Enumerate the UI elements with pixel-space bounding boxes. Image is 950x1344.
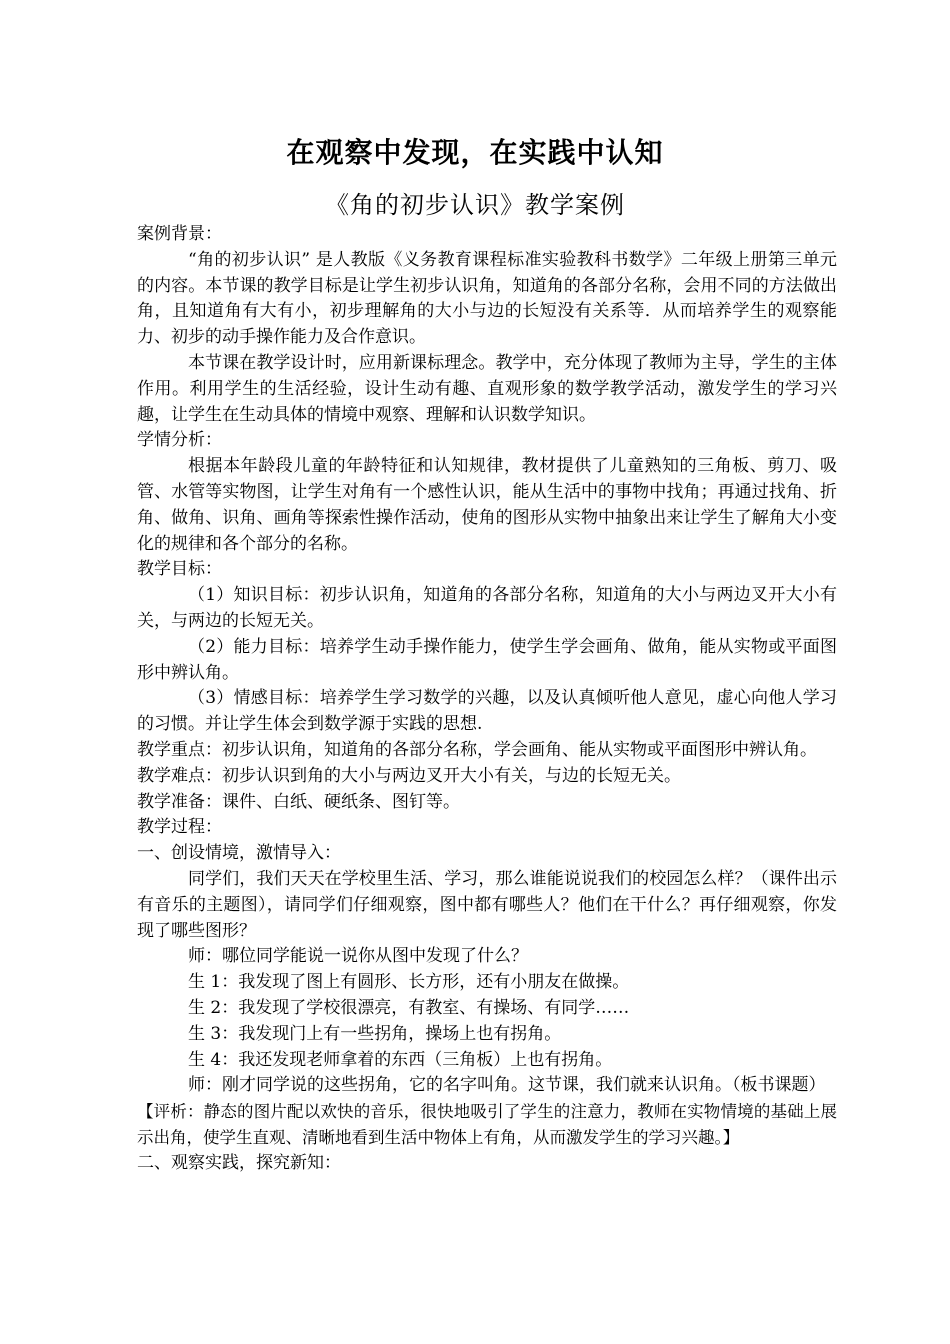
goal-ability: （2）能力目标：培养学生动手操作能力，使学生学会画角、做角，能从实物或平面图形中辨认角。 bbox=[137, 636, 837, 683]
background-paragraph-1: “角的初步认识” 是人教版《义务教育课程标准实验教科书数学》二年级上册第三单元的内容。本节课的教学目标是让学生初步认识角，知道角的各部分名称，会用不同的方法做出角，且知道角有大有小，初步理解角的大小与边的长短没有关系等．从而培养学生的观察能力、初步的动手操作能力及合作意识。 bbox=[137, 249, 837, 348]
document-body bbox=[137, 222, 837, 1176]
dialog-line-2: 生 1：我发现了图上有圆形、长方形，还有小朋友在做操。 bbox=[188, 972, 630, 993]
dialog-line-6: 师：刚才同学说的这些拐角，它的名字叫角。这节课，我们就来认识角。（板书课题） bbox=[188, 1075, 826, 1096]
preparation: 教学准备：课件、白纸、硬纸条、图钉等。 bbox=[137, 791, 460, 812]
part1-paragraph: 同学们，我们天天在学校里生活、学习，那么谁能说说我们的校园怎么样？（课件出示有音乐的主题图），请同学们仔细观察，图中都有哪些人？他们在干什么？再仔细观察，你发现了哪些图形？ bbox=[137, 868, 837, 941]
dialog-line-5: 生 4：我还发现老师拿着的东西（三角板）上也有拐角。 bbox=[188, 1049, 613, 1070]
process-heading: 教学过程： bbox=[137, 817, 222, 838]
page-title: 在观察中发现，在实践中认知 bbox=[286, 136, 664, 169]
part2-heading: 二、观察实践，探究新知： bbox=[137, 1152, 341, 1173]
part1-heading: 一、创设情境，激情导入： bbox=[137, 843, 341, 864]
goal-knowledge: （1）知识目标：初步认识角，知道角的各部分名称，知道角的大小与两边叉开大小有关，与两边的长短无关。 bbox=[137, 585, 837, 631]
goals-heading: 教学目标： bbox=[137, 559, 222, 580]
key-points: 教学重点：初步认识角，知道角的各部分名称，学会画角、能从实物或平面图形中辨认角。 bbox=[137, 739, 817, 760]
dialog-line-1: 师：哪位同学能说一说你从图中发现了什么？ bbox=[188, 946, 528, 967]
goal-emotion: （3）情感目标：培养学生学习数学的兴趣，以及认真倾听他人意见，虚心向他人学习的习惯。并让学生体会到数学源于实践的思想. bbox=[137, 688, 837, 735]
analysis-heading: 学情分析： bbox=[137, 430, 222, 451]
background-paragraph-2: 本节课在教学设计时，应用新课标理念。教学中，充分体现了教师为主导，学生的主体作用。利用学生的生活经验，设计生动有趣、直观形象的数学教学活动，激发学生的学习兴趣，让学生在生动具体的情境中观察、理解和认识数学知识。 bbox=[137, 352, 837, 425]
analysis-paragraph: 根据本年龄段儿童的年龄特征和认知规律，教材提供了儿童熟知的三角板、剪刀、吸管、水管等实物图，让学生对角有一个感性认识，能从生活中的事物中找角；再通过找角、折角、做角、识角、画角等探索性操作活动，使角的图形从实物中抽象出来让学生了解角大小变化的规律和各个部分的名称。 bbox=[137, 456, 837, 554]
comment-paragraph: 【评析：静态的图片配以欢快的音乐，很快地吸引了学生的注意力，教师在实物情境的基础上展示出角，使学生直观、清晰地看到生活中物体上有角，从而激发学生的学习兴趣。】 bbox=[137, 1102, 837, 1147]
page-subtitle: 《角的初步认识》教学案例 bbox=[325, 191, 625, 219]
background-heading: 案例背景： bbox=[137, 224, 222, 244]
dialog-line-4: 生 3：我发现门上有一些拐角，操场上也有拐角。 bbox=[188, 1023, 562, 1044]
difficulty: 教学难点：初步认识到角的大小与两边叉开大小有关，与边的长短无关。 bbox=[137, 765, 681, 786]
dialog-line-3: 生 2：我发现了学校很漂亮，有教室、有操场、有同学…… bbox=[188, 997, 630, 1018]
